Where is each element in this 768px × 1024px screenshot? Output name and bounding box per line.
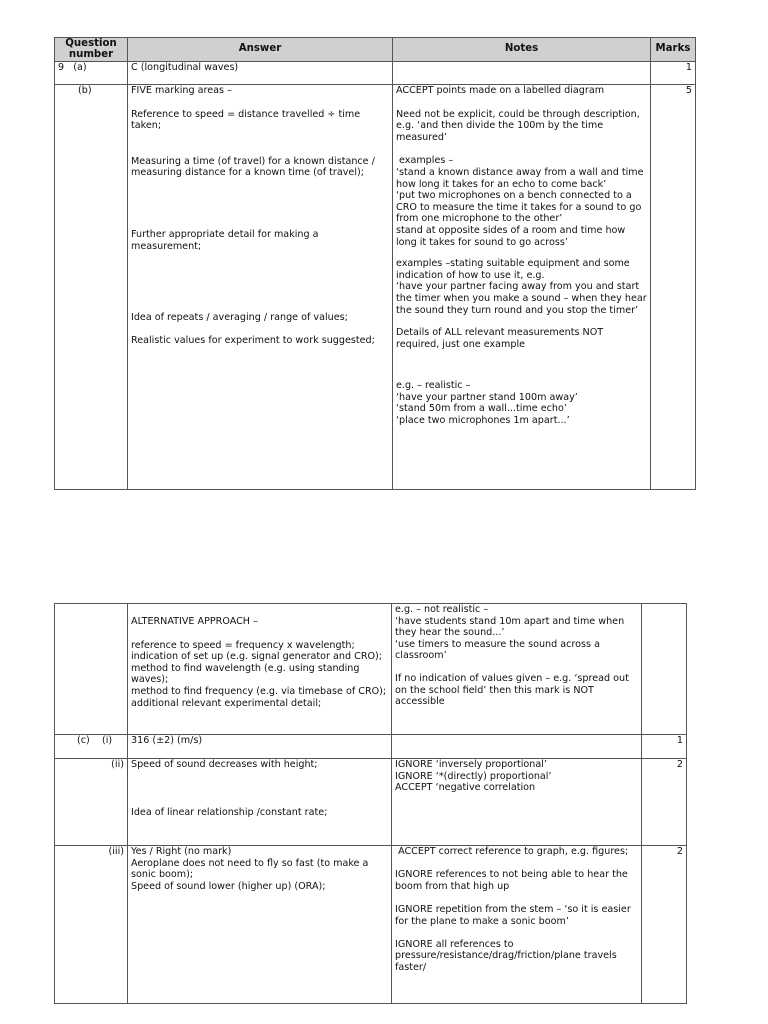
answer-line: Measuring a time (of travel) for a known distance / measuring distance for a known time (of travel); — [131, 155, 375, 179]
question-number: (c) (i) — [55, 735, 128, 759]
notes-line: ‘stand a known distance away from a wall and time how long it takes for an echo to come back’ — [396, 166, 644, 190]
notes-line: Details of ALL relevant measurements NOT required, just one example — [396, 327, 604, 350]
row-alternative-approach — [55, 604, 687, 735]
notes-cell — [393, 62, 651, 85]
notes-cell — [392, 735, 642, 759]
question-part-label: (b) — [78, 85, 92, 96]
answer-line: Idea of linear relationship /constant rate; — [131, 806, 328, 818]
row-9b — [55, 85, 696, 490]
notes-line: ‘have your partner facing away from you and start the timer when you make a sound – when they hear the sound they turn round and you stop the timer’ — [396, 281, 647, 316]
answer-cell: 316 (±2) (m/s) — [128, 735, 392, 759]
marks-cell: 5 — [651, 85, 696, 490]
notes-line: ‘place two microphones 1m apart...’ — [396, 415, 570, 427]
question-number: (iii) — [55, 846, 128, 1004]
mark-scheme-table-2 — [54, 603, 687, 1004]
notes-line: ACCEPT ‘negative correlation — [395, 782, 536, 794]
answer-line: Reference to speed = distance travelled ÷ time taken; — [131, 108, 361, 132]
notes-line: If no indication of values given – e.g. ‘spread out on the school field’ then this mark is NOT accessible — [395, 672, 629, 708]
answer-line: indication of set up (e.g. signal generator and CRO); — [131, 651, 383, 663]
notes-line: Need not be explicit, could be through description, e.g. ‘and then divide the 100m by the time measured’ — [396, 108, 640, 143]
notes-line: stand at opposite sides of a room and time how long it takes for sound to go across’ — [396, 224, 626, 248]
answer-line: Idea of repeats / averaging / range of values; — [131, 312, 348, 324]
notes-line: ‘have students stand 10m apart and time when they hear the sound...’ — [395, 615, 625, 639]
answer-line: ALTERNATIVE APPROACH – — [131, 616, 258, 627]
notes-line: IGNORE ‘inversely proportional’ — [395, 759, 547, 770]
notes-line: e.g. – not realistic – — [395, 604, 489, 615]
mark-scheme-table-1 — [54, 37, 696, 490]
answer-line: additional relevant experimental detail; — [131, 697, 322, 709]
answer-line: Speed of sound decreases with height; — [131, 759, 318, 770]
row-9ci — [55, 735, 687, 759]
question-number: 9 (a) — [55, 62, 128, 85]
marks-cell: 1 — [651, 62, 696, 85]
answer-line: Aeroplane does not need to fly so fast (to make a sonic boom); — [131, 857, 369, 881]
answer-cell: C (longitudinal waves) — [128, 62, 393, 85]
notes-line: ‘use timers to measure the sound across a classroom’ — [395, 638, 600, 662]
header-question-number: Question number — [55, 38, 128, 62]
notes-line: IGNORE references to not being able to hear the boom from that high up — [395, 869, 628, 892]
header-marks: Marks — [651, 38, 696, 62]
notes-line: ACCEPT points made on a labelled diagram — [396, 85, 605, 96]
answer-line: reference to speed = frequency x wavelength; — [131, 639, 355, 651]
notes-line: examples – — [396, 155, 454, 167]
notes-cell — [392, 604, 642, 735]
answer-cell — [128, 85, 393, 490]
answer-line: method to find wavelength (e.g. using standing waves); — [131, 662, 360, 686]
answer-cell — [128, 604, 392, 735]
marks-cell: 2 — [642, 759, 687, 846]
header-answer: Answer — [128, 38, 393, 62]
marks-cell: 1 — [642, 735, 687, 759]
notes-cell — [392, 846, 642, 1004]
notes-line: IGNORE ‘*(directly) proportional’ — [395, 770, 552, 782]
marks-cell: 2 — [642, 846, 687, 1004]
answer-line: Yes / Right (no mark) — [131, 846, 232, 857]
notes-cell — [393, 85, 651, 490]
notes-line: ‘put two microphones on a bench connected to a CRO to measure the time it takes for a sound to go from one microphone to the other’ — [396, 190, 642, 225]
notes-line: IGNORE all references to pressure/resistance/drag/friction/plane travels faster/ — [395, 938, 617, 973]
header-notes: Notes — [393, 38, 651, 62]
notes-line: e.g. – realistic – — [396, 380, 471, 392]
answer-line: Realistic values for experiment to work suggested; — [131, 334, 375, 346]
answer-line: Further appropriate detail for making a measurement; — [131, 228, 319, 252]
answer-cell — [128, 759, 392, 846]
question-number: (ii) — [55, 759, 128, 846]
question-number — [55, 604, 128, 735]
marks-cell — [642, 604, 687, 735]
answer-cell — [128, 846, 392, 1004]
row-9ciii — [55, 846, 687, 1004]
row-9a — [55, 62, 696, 85]
answer-line: Speed of sound lower (higher up) (ORA); — [131, 880, 326, 892]
answer-line: FIVE marking areas – — [131, 85, 232, 96]
question-number — [55, 85, 128, 490]
notes-line: ACCEPT correct reference to graph, e.g. figures; — [395, 846, 629, 857]
answer-line: method to find frequency (e.g. via timebase of CRO); — [131, 685, 387, 697]
notes-line: ‘stand 50m from a wall...time echo’ — [396, 403, 567, 415]
row-9cii — [55, 759, 687, 846]
notes-line: IGNORE repetition from the stem – ‘so it is easier for the plane to make a sonic boom’ — [395, 903, 631, 927]
notes-cell — [392, 759, 642, 846]
notes-line: examples –stating suitable equipment and some indication of how to use it, e.g. — [396, 258, 630, 281]
notes-line: ‘have your partner stand 100m away’ — [396, 391, 578, 403]
header-row — [55, 38, 696, 62]
